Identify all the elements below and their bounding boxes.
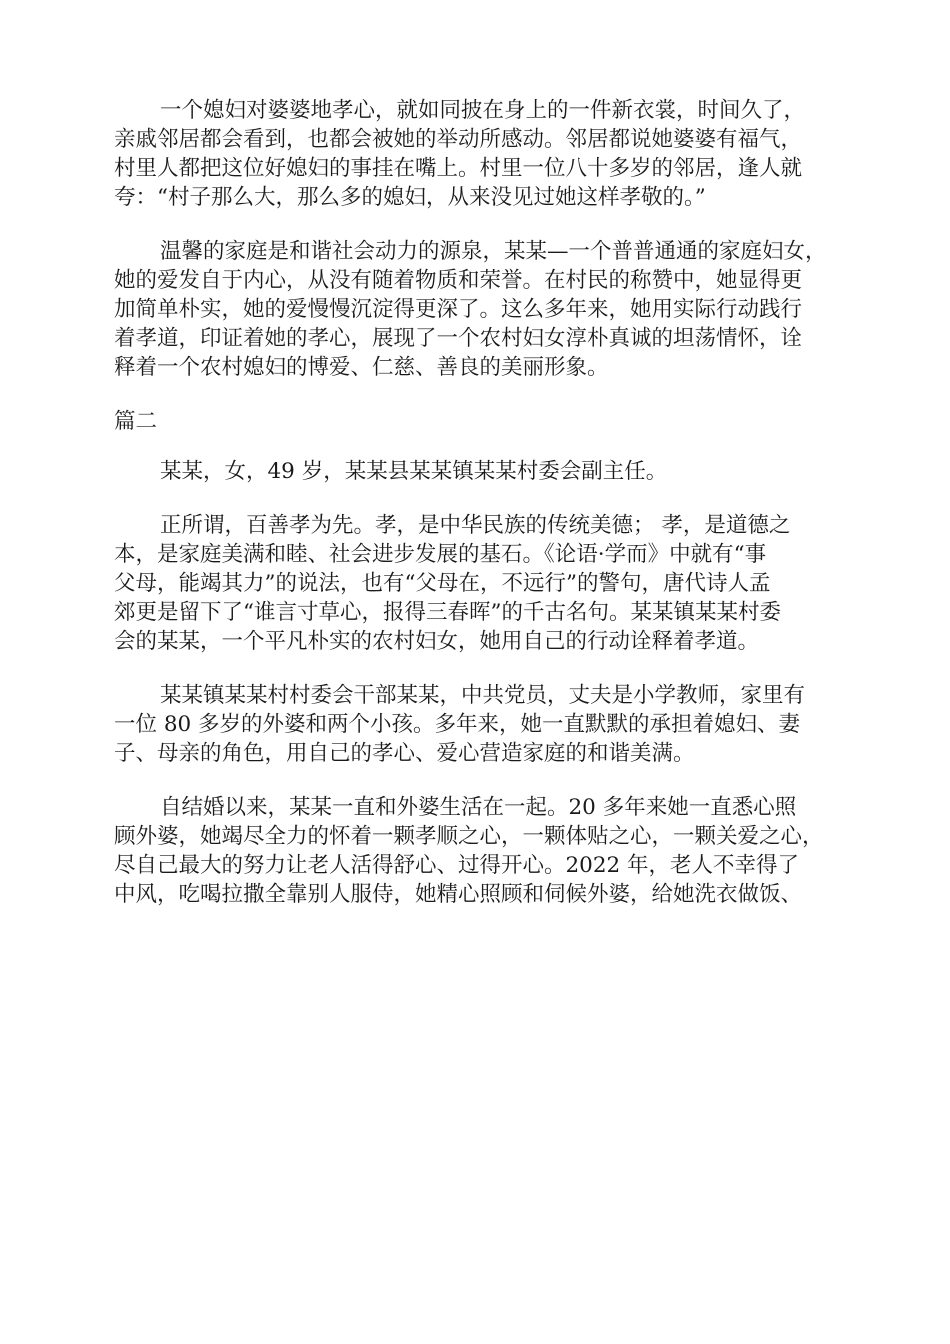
- section-heading: 篇二: [114, 409, 158, 434]
- text-line: 释着一个农村媳妇的博爱、仁慈、善良的美丽形象。: [114, 355, 609, 380]
- text-line: 一个媳妇对婆婆地孝心，就如同披在身上的一件新衣裳，时间久了，: [160, 98, 806, 123]
- document-body: [114, 96, 838, 934]
- text-line: 村里人都把这位好媳妇的事挂在嘴上。村里一位八十多岁的邻居，逢人就: [114, 156, 803, 181]
- text-line: 正所谓，百善孝为先。孝，是中华民族的传统美德； 孝，是道德之: [160, 513, 791, 538]
- text-line: 郊更是留下了“谁言寸草心，报得三春晖”的千古名句。某某镇某某村委: [114, 600, 781, 625]
- text-line: 加简单朴实，她的爱慢慢沉淀得更深了。这么多年来，她用实际行动践行: [114, 297, 803, 322]
- paragraph-4: [114, 511, 838, 656]
- text-line: 会的某某，一个平凡朴实的农村妇女，她用自己的行动诠释着孝道。: [114, 629, 760, 654]
- paragraph-5: [114, 681, 838, 768]
- text-line: 着孝道，印证着她的孝心，展现了一个农村妇女淳朴真诚的坦荡情怀，诠: [114, 326, 803, 351]
- text-line: 夸：“村子那么大，那么多的媳妇，从来没见过她这样孝敬的。”: [114, 185, 706, 210]
- text-line: 一位 80 多岁的外婆和两个小孩。多年来，她一直默默的承担着媳妇、妻: [114, 712, 801, 737]
- text-line: 尽自己最大的努力让老人活得舒心、过得开心。2022 年，老人不幸得了: [114, 853, 800, 878]
- text-line: 某某，女，49 岁，某某县某某镇某某村委会副主任。: [160, 459, 668, 484]
- text-line: 子、母亲的角色，用自己的孝心、爱心营造家庭的和谐美满。: [114, 741, 695, 766]
- text-line: 亲戚邻居都会看到，也都会被她的举动所感动。邻居都说她婆婆有福气，: [114, 127, 803, 152]
- paragraph-1: [114, 96, 838, 212]
- text-line: 温馨的家庭是和谐社会动力的源泉，某某—一个普普通通的家庭妇女，: [160, 239, 827, 264]
- text-line: 她的爱发自于内心，从没有随着物质和荣誉。在村民的称赞中，她显得更: [114, 268, 803, 293]
- text-line: 本，是家庭美满和睦、社会进步发展的基石。《论语·学而》中就有“事: [114, 542, 767, 567]
- text-line: 中风，吃喝拉撒全靠别人服侍，她精心照顾和伺候外婆，给她洗衣做饭、: [114, 882, 803, 907]
- paragraph-3: [114, 457, 838, 486]
- paragraph-2: [114, 237, 838, 382]
- text-line: 某某镇某某村村委会干部某某，中共党员，丈夫是小学教师，家里有: [160, 683, 806, 708]
- text-line: 父母，能竭其力”的说法，也有“父母在，不远行”的警句，唐代诗人孟: [114, 571, 771, 596]
- paragraph-6: [114, 793, 838, 909]
- text-line: 自结婚以来，某某一直和外婆生活在一起。20 多年来她一直悉心照: [160, 795, 797, 820]
- text-line: 顾外婆，她竭尽全力的怀着一颗孝顺之心，一颗体贴之心，一颗关爱之心，: [114, 824, 824, 849]
